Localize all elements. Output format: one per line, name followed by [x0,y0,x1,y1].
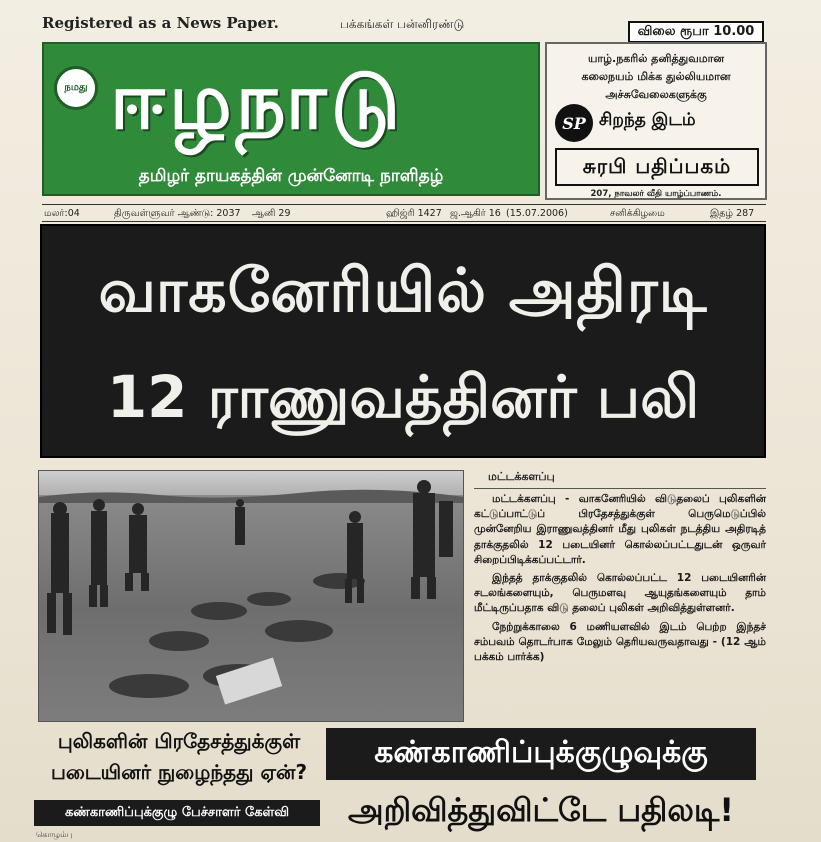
weekday: சனிக்கிழமை [610,208,665,219]
secondary-subheading-box: கண்காணிப்புக்குழு பேச்சாளர் கேள்வி [34,800,320,826]
sp-logo-icon: SP [555,104,593,142]
hijri-year: ஹிஜ்ரி 1427 [386,208,442,219]
ad-line-1: யாழ்.நகரில் தனித்துவமான [587,52,724,65]
masthead-logo-icon: நமது [54,66,98,110]
masthead [42,42,540,196]
main-article [474,470,766,722]
date-line [42,204,766,222]
gregorian-date: (15.07.2006) [506,208,568,219]
ad-address: 207, நாவலர் வீதி யாழ்ப்பாணம். [590,189,722,199]
thiruvalluvar-year: திருவள்ளுவர் ஆண்டு: 2037 [114,208,241,219]
bottom-headline [326,728,756,840]
hijri-date: ஜ.ஆகிர் 16 [450,208,501,219]
secondary-headline: புலிகளின் பிரதேசத்துக்குள் படையினர் நுழைந்தது ஏன்? [50,729,308,784]
newspaper-name: ஈழநாடு [110,57,405,147]
bottom-headline-line-2: அறிவித்துவிட்டே பதிலடி! [348,791,734,829]
issue-number: இதழ் 287 [710,208,755,219]
tamil-date: ஆனி 29 [252,208,291,219]
article-paragraph-1: மட்டக்களப்பு - வாகனேரியில் விடுதலைப் புலிகளின் கட்டுப்பாட்டுப் பிரதேசத்துக்குள் பெருமெடுப்பில் முன்னேறிய இராணுவத்தினர் மீது புலிகள் நடத்திய அதிரடித் தாக்குதலில் 12 படையினர் கொல்லப்பட்டதுடன் ஒருவர் சிறைப்பிடிக்கப்பட்டார். [474,493,766,566]
page-count: பக்கங்கள் பன்னிரண்டு [340,17,465,31]
price-box: விலை ரூபா 10.00 [628,21,764,43]
registration-note: Registered as a News Paper. [42,14,279,32]
volume-number: மலர்:04 [44,208,80,219]
secondary-dateline: கொழும்பு [36,830,73,839]
photo-scene-image [39,471,464,722]
article-paragraph-2: இந்தத் தாக்குதலில் கொல்லப்பட்ட 12 படையினரின் சடலங்களையும், பெருமளவு ஆயுதங்களையும் தாம் மீட்டிருப்பதாக விடு தலைப் புலிகள் அறிவித்துள்ளனர். [474,572,766,615]
article-paragraph-3: நேற்றுக்காலை 6 மணியளவில் இடம் பெற்ற இந்தச் சம்பவம் தொடர்பாக மேலும் தெரியவருவதாவது - (12 ஆம் பக்கம் பார்க்க) [474,620,766,664]
bottom-headline-line-1: கண்காணிப்புக்குழுவுக்கு [326,728,756,780]
ad-line-2: கலைநயம் மிக்க துல்லியமான [581,70,731,83]
advertisement-box [545,42,767,200]
headline-line-1: வாகனேரியில் அதிரடி [98,256,708,326]
ad-line-3: அச்சுவேலைகளுக்கு [605,88,707,101]
news-photo [38,470,464,722]
ad-brand-name: சுரபி பதிப்பகம் [555,148,759,186]
masthead-tagline: தமிழர் தாயகத்தின் முன்னோடி நாளிதழ் [138,166,444,186]
headline-line-2: 12 ராணுவத்தினர் பலி [106,363,700,431]
article-place: மட்டக்களப்பு [474,470,766,489]
ad-best-place: சிறந்த இடம் [599,110,696,130]
main-headline [40,224,766,458]
